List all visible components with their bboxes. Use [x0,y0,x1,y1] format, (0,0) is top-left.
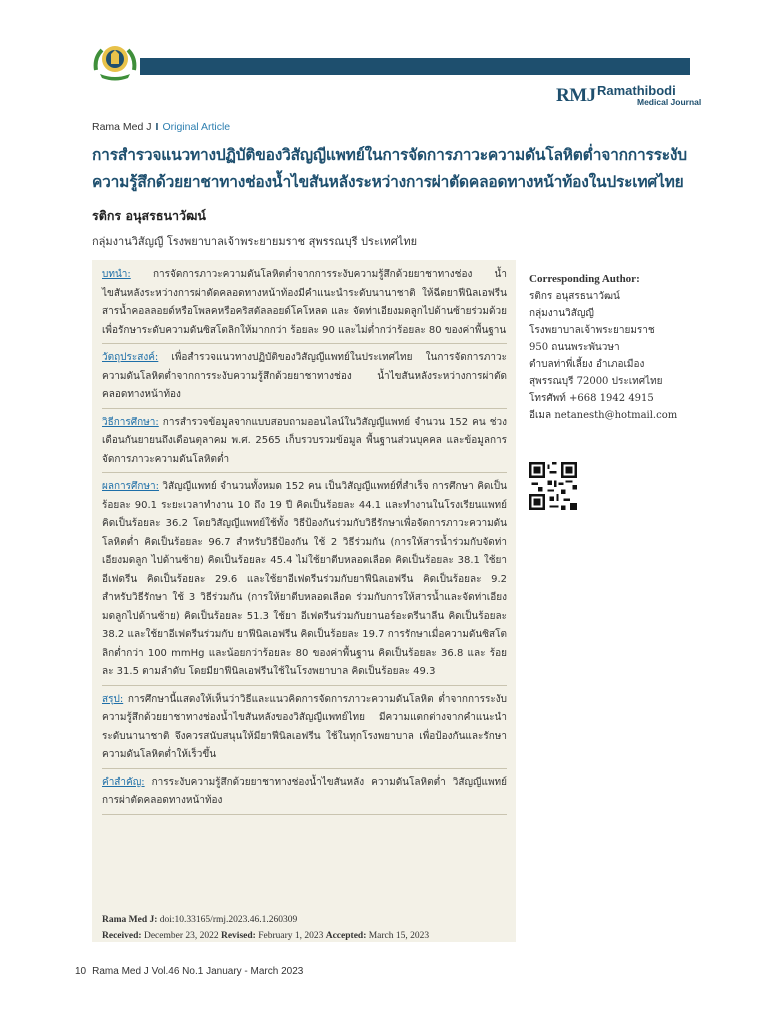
abstract-panel [92,260,516,942]
abstract-line: วิสัญญีแพทย์ การผ่าตัดคลอดทางหน้าท้อง [102,776,507,806]
footer-citation: Rama Med J Vol.46 No.1 January - March 2023 [92,966,304,977]
abstract-line: และทำงานในโรงเรียนแพทย์ คิดเป็นร้อยละ 36.2 โดยวิสัญญีแพทย์ใช้ทั้ง [102,499,507,529]
abstract-line: ใช้ยาอีเฟดรีน คิดเป็นร้อยละ 29.6 และใช้ยาอีเฟดรีนร่วมกับยาฟีนิลเอฟรีน [102,555,508,585]
abstract-line: ร้อยละ 31.5 ตามลำดับ โดยมียาฟีนิลเอฟรีนใช้ในโรงพยาบาล คิดเป็นร้อยละ 49.3 [102,647,507,677]
conclusion-heading: สรุป: [102,693,124,705]
section-divider [102,343,507,344]
title-line: การสำรวจแนวทางปฏิบัติของวิสัญญีแพทย์ในการจัดการภาวะความดันโลหิตต่ำจากการระงับ [92,146,687,164]
abstract-line: ในการจัดการภาวะความดันโลหิตต่ำจากการระงับความรู้สึกด้วยยาชาทางช่อง [102,352,507,382]
abstract-line: อีเฟดรีนร่วมกับยานอร์อะดรีนาลีน คิดเป็นร้อยละ 38.2 และใช้ยาอีเฟดรีนร่วมกับ [102,610,507,640]
abstract-line: มีความแตกต่างจากคำแนะนำระดับนานาชาติ จึงควรสนับสนุนให้มียาฟีนิลเอฟรีน [102,712,507,742]
abstract-line: ไปด้านซ้าย) คิดเป็นร้อยละ 45.4 ไม่ใช้ยาตีบหลอดเลือด คิดเป็นร้อยละ 38.1 [151,555,480,566]
abstract-line: การศึกษานี้แสดงให้เห็นว่าวิธีและแนวคิดการจัดการภาวะความดันโลหิต [123,693,434,705]
methods-heading: วิธีการศึกษา: [102,416,159,428]
article-metadata [102,912,429,944]
abstract-line: วิสัญญีแพทย์ จำนวนทั้งหมด 152 คน เป็นวิสัญญีแพทย์ที่สำเร็จ [159,481,429,492]
article-title [92,142,692,196]
rmj-mark: RMJ [556,85,596,106]
abstract-background [102,266,507,340]
corresponding-line: โรงพยาบาลเจ้าพระยายมราช [529,325,655,336]
abstract-objective [102,349,507,405]
abstract-line: น้ำไขสันหลังระหว่างการผ่าตัดคลอดทางหน้าท้อง [102,370,507,400]
author-affiliation: กลุ่มงานวิสัญญี โรงพยาบาลเจ้าพระยายมราช สุพรรณบุรี ประเทศไทย [92,235,418,248]
journal-abbrev: Rama Med J [92,121,152,133]
section-divider [102,814,507,815]
corresponding-line: รติกร อนุสรธนาวัฒน์ [529,291,620,302]
abstract-line: การระงับความรู้สึกด้วยยาชาทางช่องน้ำไขสันหลัง ความดันโลหิตต่ำ [144,776,446,788]
abstract-line: 100 mmHg และน้อยกว่าร้อยละ 80 ของค่าพื้นฐาน คิดเป็นร้อยละ 36.8 และ [147,647,486,659]
section-divider [102,685,507,686]
corresponding-line: สุพรรณบุรี 72000 ประเทศไทย [529,376,663,387]
received-label: Received: [102,931,142,941]
abstract-line: ให้ฉีดยาฟีนิลเอฟรีน สารน้ำคอลลอยด์หรือโพลคหรือคริสตัลลอยด์โคโหลด และ [102,287,507,317]
university-seal-logo [92,40,138,82]
corresponding-author [529,271,699,424]
title-line: ความรู้สึกด้วยยาชาทางช่องน้ำไขสันหลังระหว่างการผ่าตัดคลอดทางหน้าท้องในประเทศไทย [92,173,684,191]
doi-value: doi:10.33165/rmj.2023.46.1.260309 [157,915,298,925]
abstract-methods [102,414,507,470]
abstract-line: ร่วมกับการให้สารน้ำและจัดท่าเอียงมดลูกไปด้านซ้าย) คิดเป็นร้อยละ 51.3 ใช้ยา [102,592,507,622]
journal-name: Ramathibodi [597,83,676,98]
abstract-line: เพื่อสำรวจแนวทางปฏิบัติของวิสัญญีแพทย์ในประเทศไทย [158,352,413,363]
abstract-conclusion [102,691,507,765]
abstract-line: ร้อยละ 90 และไม่ต่ำกว่าร้อยละ 80 ของค่าพื้นฐาน [290,324,507,336]
abstract-results [102,478,507,682]
section-divider [102,472,507,473]
qr-code-icon[interactable] [529,462,577,510]
abstract-keywords [102,774,507,811]
corresponding-line: โทรศัพท์ +668 1942 4915 [529,393,654,404]
corresponding-line: ตำบลท่าพี่เลี้ยง อำเภอเมือง [529,359,645,370]
abstract-line: น้ำไขสันหลังระหว่างการผ่าตัดคลอดทางหน้าท้องมีคำแนะนำระดับนานาชาติ [102,269,507,299]
abstract-line: วิธีป้องกันร่วมกับวิธีรักษาเพื่อจัดการภาวะความดันโลหิตต่ำ คิดเป็นร้อยละ 96.7 [102,518,507,548]
revised-date: February 1, 2023 [255,931,326,941]
abstract-line: จำนวน 152 คน ช่วงเดือนกันยายนถึงเดือนตุลาคม พ.ศ. 2565 เก็บรวบรวมข้อมูล [102,416,507,446]
abstract-line: การจัดการภาวะความดันโลหิตต่ำจากการระงับความรู้สึกด้วยยาชาทางช่อง [130,269,473,280]
journal-line [92,121,230,133]
abstract-line: ยาฟีนิลเอฟรีน คิดเป็นร้อยละ 19.7 การรักษาเมื่อความดันซิสโตลิกต่ำกว่า [102,629,508,659]
abstract-line: พื้นฐานส่วนบุคคล และข้อมูลการจัดการภาวะความดันโลหิตต่ำ [102,435,507,465]
abstract-line: สำหรับวิธีป้องกัน ใช้ 2 วิธีร่วมกัน (การให้สารน้ำร่วมกับจัดท่าเอียงมดลูก [102,536,507,566]
corresponding-title: Corresponding Author: [529,273,640,285]
section-divider [102,768,507,769]
abstract-line: จัดท่าเอียงมดลูกไปด้านซ้ายร่วมด้วย เพื่อรักษาระดับความดันซิสโตลิกให้มากกว่า [102,306,507,336]
corresponding-line: กลุ่มงานวิสัญญี [529,308,594,319]
revised-label: Revised: [220,931,256,941]
accepted-label: Accepted: [325,931,367,941]
accepted-date: March 15, 2023 [366,931,430,941]
received-date: December 23, 2022 [141,931,221,941]
doi-label: Rama Med J: [102,915,158,925]
header-bar [140,58,690,75]
keywords-heading: คำสำคัญ: [102,776,145,788]
abstract-line: ต่ำจากการระงับความรู้สึกด้วยยาชาทางช่องน้ำไขสันหลังของวิสัญญีแพทย์ไทย [102,693,507,723]
objective-heading: วัตถุประสงค์: [102,352,159,363]
corresponding-line: 950 ถนนพระพันวษา [529,342,620,353]
journal-subtitle: Medical Journal [637,97,702,107]
abstract-line: คิดเป็นร้อยละ 9.2 สำหรับวิธีรักษา ใช้ 3 วิธีร่วมกัน (การให้ยาตีบหลอดเลือด [102,573,508,603]
section-divider [102,408,507,409]
results-heading: ผลการศึกษา: [102,481,160,492]
abstract-line: ใช้ในทุกโรงพยาบาล เพื่อป้องกันและรักษาความดันโลหิตต่ำให้เร็วขึ้น [102,730,507,760]
background-heading: บทนำ: [102,269,131,280]
abstract-text [102,266,507,820]
abstract-line: การศึกษา คิดเป็นร้อยละ 90.1 ระยะเวลาทำงาน 10 ถึง 19 ปี คิดเป็นร้อยละ 44.1 [102,481,507,511]
author-name: รติกร อนุสรธนาวัฒน์ [92,208,206,223]
separator: I [155,121,159,133]
page-number: 10 [75,966,87,977]
page-footer [75,966,303,977]
abstract-line: การสำรวจข้อมูลจากแบบสอบถามออนไลน์ในวิสัญญีแพทย์ [158,416,411,428]
article-type: Original Article [162,121,231,133]
corresponding-email[interactable]: อีเมล netanesth@hotmail.com [529,410,678,421]
